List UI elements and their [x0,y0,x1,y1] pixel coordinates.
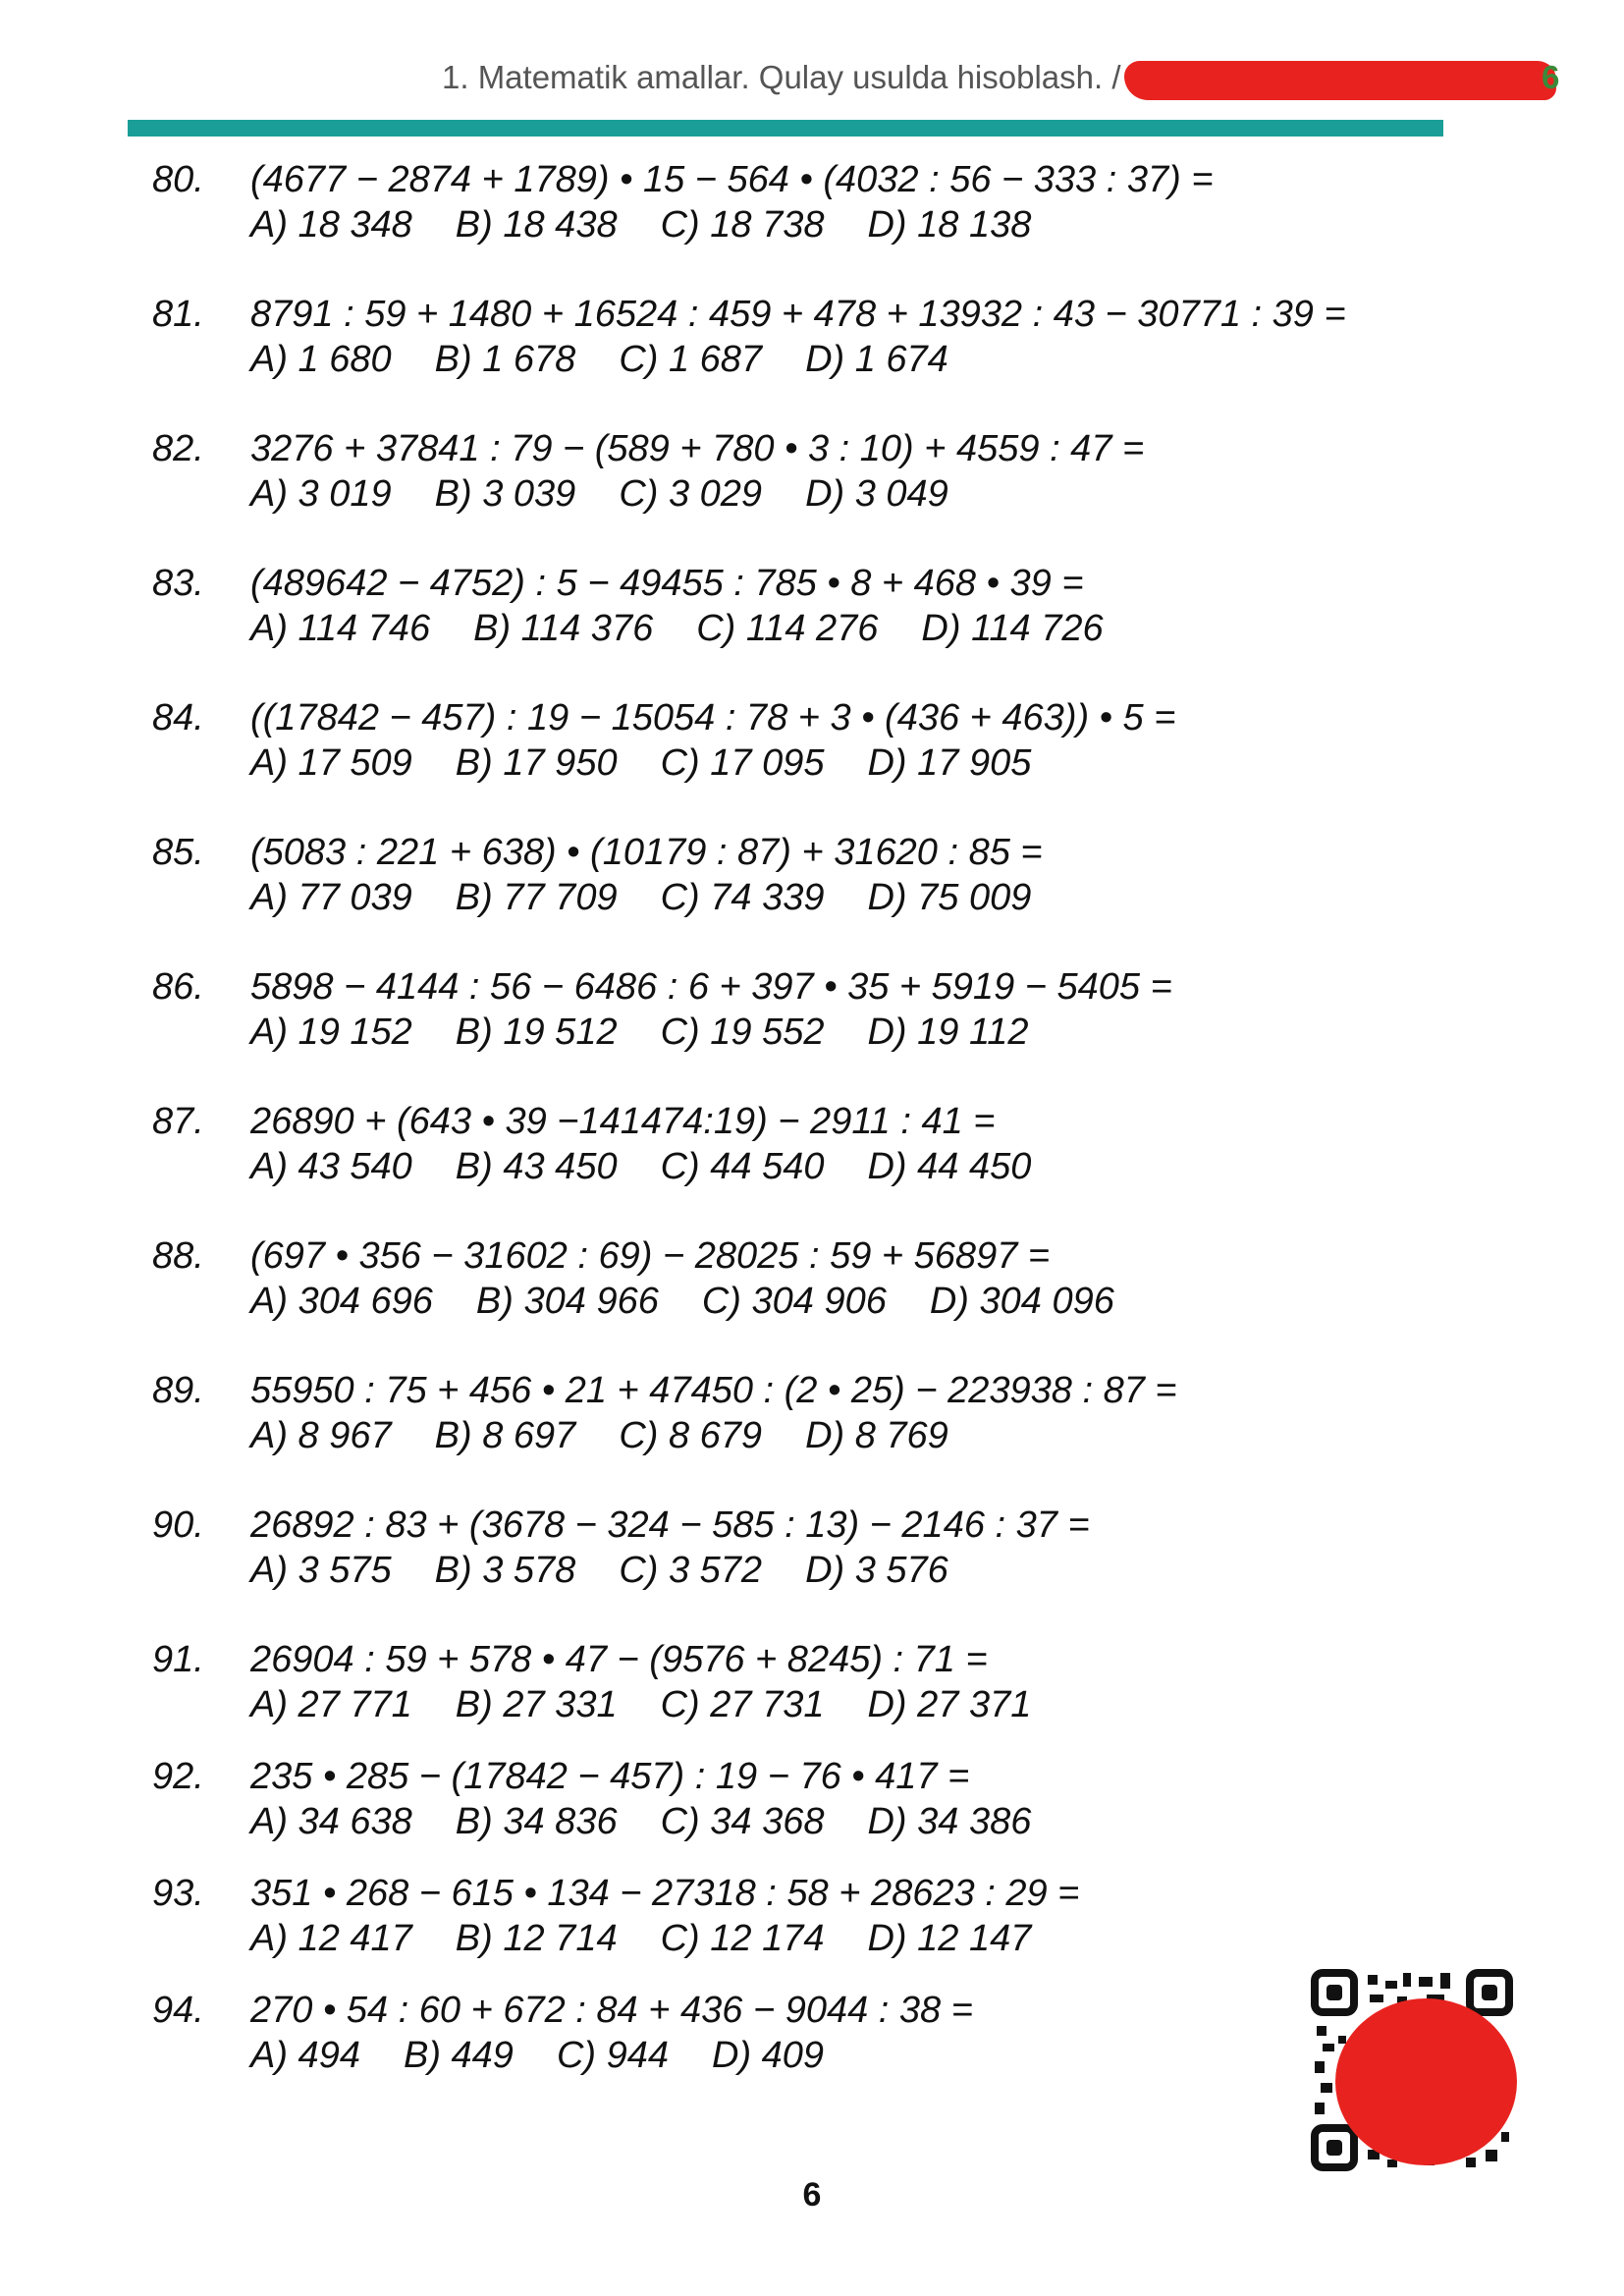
answer-c: C) 12 174 [660,1918,825,1959]
problem-expression: 235 • 285 − (17842 − 457) : 19 − 76 • 417 = [250,1756,970,1797]
answer-c: C) 3 029 [619,473,763,515]
answer-a: A) 3 019 [250,473,392,515]
problem-number: 91. [152,1639,204,1680]
problem-number: 86. [152,966,204,1008]
answer-b: B) 34 836 [455,1801,618,1842]
answer-c: C) 18 738 [660,204,825,246]
answer-b: B) 304 966 [475,1281,659,1322]
answer-options [250,1279,1158,1324]
answer-b: B) 1 678 [434,339,576,380]
problem-expression: 351 • 268 − 615 • 134 − 27318 : 58 + 28623 : 29 = [250,1873,1080,1914]
answer-a: A) 43 540 [250,1146,412,1187]
answer-d: D) 18 138 [867,204,1032,246]
answer-c: C) 3 572 [619,1550,763,1591]
problem-expression: (697 • 356 − 31602 : 69) − 28025 : 59 + 56897 = [250,1235,1051,1277]
page-header [128,51,1560,100]
answer-options [250,2033,867,2078]
answer-b: B) 8 697 [434,1415,576,1456]
answer-options [250,202,1074,247]
redaction-mark [1335,1998,1517,2165]
answer-b: B) 27 331 [455,1684,618,1725]
answer-d: D) 3 049 [805,473,948,515]
answer-options [250,1916,1074,1961]
answer-d: D) 8 769 [805,1415,948,1456]
problem-expression: 26904 : 59 + 578 • 47 − (9576 + 8245) : 71 = [250,1639,988,1680]
answer-b: B) 77 709 [455,877,618,918]
answer-d: D) 304 096 [929,1281,1114,1322]
answer-options [250,1799,1074,1844]
problem-number: 85. [152,832,204,873]
redaction-mark [1124,61,1556,100]
problem-number: 81. [152,294,204,335]
answer-options [250,1548,992,1593]
answer-c: C) 19 552 [660,1011,825,1053]
answer-b: B) 114 376 [473,608,654,649]
problem-expression: 270 • 54 : 60 + 672 : 84 + 436 − 9044 : 38 = [250,1990,973,2031]
answer-a: A) 27 771 [250,1684,412,1725]
answer-options [250,875,1074,920]
problem-expression: ((17842 − 457) : 19 − 15054 : 78 + 3 • (436 + 463)) • 5 = [250,697,1176,738]
answer-d: D) 114 726 [921,608,1104,649]
answer-d: D) 27 371 [867,1684,1032,1725]
answer-a: A) 114 746 [250,608,431,649]
answer-d: D) 19 112 [867,1011,1029,1053]
answer-a: A) 19 152 [250,1011,412,1053]
answer-d: D) 34 386 [867,1801,1032,1842]
header-page-tag: 6 [1542,59,1560,95]
answer-c: C) 17 095 [660,742,825,784]
answer-options [250,740,1074,786]
problem-number: 84. [152,697,204,738]
answer-a: A) 34 638 [250,1801,412,1842]
answer-d: D) 75 009 [867,877,1032,918]
answer-b: B) 19 512 [455,1011,618,1053]
answer-b: B) 17 950 [455,742,618,784]
problem-expression: 8791 : 59 + 1480 + 16524 : 459 + 478 + 13932 : 43 − 30771 : 39 = [250,294,1346,335]
answer-c: C) 44 540 [660,1146,825,1187]
answer-d: D) 12 147 [867,1918,1032,1959]
answer-options [250,1413,992,1458]
problem-expression: (489642 − 4752) : 5 − 49455 : 785 • 8 + 468 • 39 = [250,563,1084,604]
answer-a: A) 1 680 [250,339,392,380]
answer-a: A) 8 967 [250,1415,392,1456]
problem-number: 88. [152,1235,204,1277]
answer-a: A) 12 417 [250,1918,412,1959]
header-title: 1. Matematik amallar. Qulay usulda hisoblash. / [442,59,1121,95]
answer-d: D) 1 674 [805,339,948,380]
problem-number: 82. [152,428,204,469]
answer-c: C) 74 339 [660,877,825,918]
problem-number: 83. [152,563,204,604]
page-number: 6 [802,2176,822,2214]
answer-c: C) 304 906 [701,1281,887,1322]
problem-expression: 3276 + 37841 : 79 − (589 + 780 • 3 : 10) + 4559 : 47 = [250,428,1145,469]
answer-b: B) 43 450 [455,1146,618,1187]
answer-options [250,471,992,517]
answer-a: A) 17 509 [250,742,412,784]
problem-number: 93. [152,1873,204,1914]
answer-b: B) 449 [403,2035,514,2076]
problem-number: 80. [152,159,204,200]
problem-number: 92. [152,1756,204,1797]
problem-number: 87. [152,1101,204,1142]
problem-expression: 26890 + (643 • 39 −141474:19) − 2911 : 41 = [250,1101,996,1142]
answer-options [250,337,992,382]
answer-b: B) 3 578 [434,1550,576,1591]
problem-expression: (4677 − 2874 + 1789) • 15 − 564 • (4032 : 56 − 333 : 37) = [250,159,1214,200]
answer-b: B) 18 438 [455,204,618,246]
answer-c: C) 944 [556,2035,669,2076]
answer-d: D) 44 450 [867,1146,1032,1187]
answer-a: A) 18 348 [250,204,412,246]
answer-options [250,1010,1072,1055]
answer-options [250,606,1147,651]
problem-expression: 5898 − 4144 : 56 − 6486 : 6 + 397 • 35 + 5919 − 5405 = [250,966,1172,1008]
problem-expression: 55950 : 75 + 456 • 21 + 47450 : (2 • 25) − 223938 : 87 = [250,1370,1177,1411]
answer-b: B) 12 714 [455,1918,618,1959]
header-divider [128,120,1443,137]
problem-number: 94. [152,1990,204,2031]
answer-d: D) 17 905 [867,742,1032,784]
problem-expression: (5083 : 221 + 638) • (10179 : 87) + 31620 : 85 = [250,832,1043,873]
problem-number: 89. [152,1370,204,1411]
answer-d: D) 3 576 [805,1550,948,1591]
answer-d: D) 409 [712,2035,825,2076]
answer-options [250,1682,1074,1727]
answer-c: C) 27 731 [660,1684,825,1725]
answer-c: C) 114 276 [696,608,879,649]
answer-c: C) 1 687 [619,339,763,380]
answer-c: C) 34 368 [660,1801,825,1842]
answer-b: B) 3 039 [434,473,576,515]
problem-expression: 26892 : 83 + (3678 − 324 − 585 : 13) − 2146 : 37 = [250,1504,1090,1546]
answer-a: A) 494 [250,2035,360,2076]
answer-options [250,1144,1074,1189]
answer-c: C) 8 679 [619,1415,763,1456]
problem-number: 90. [152,1504,204,1546]
answer-a: A) 77 039 [250,877,412,918]
answer-a: A) 304 696 [250,1281,433,1322]
answer-a: A) 3 575 [250,1550,392,1591]
